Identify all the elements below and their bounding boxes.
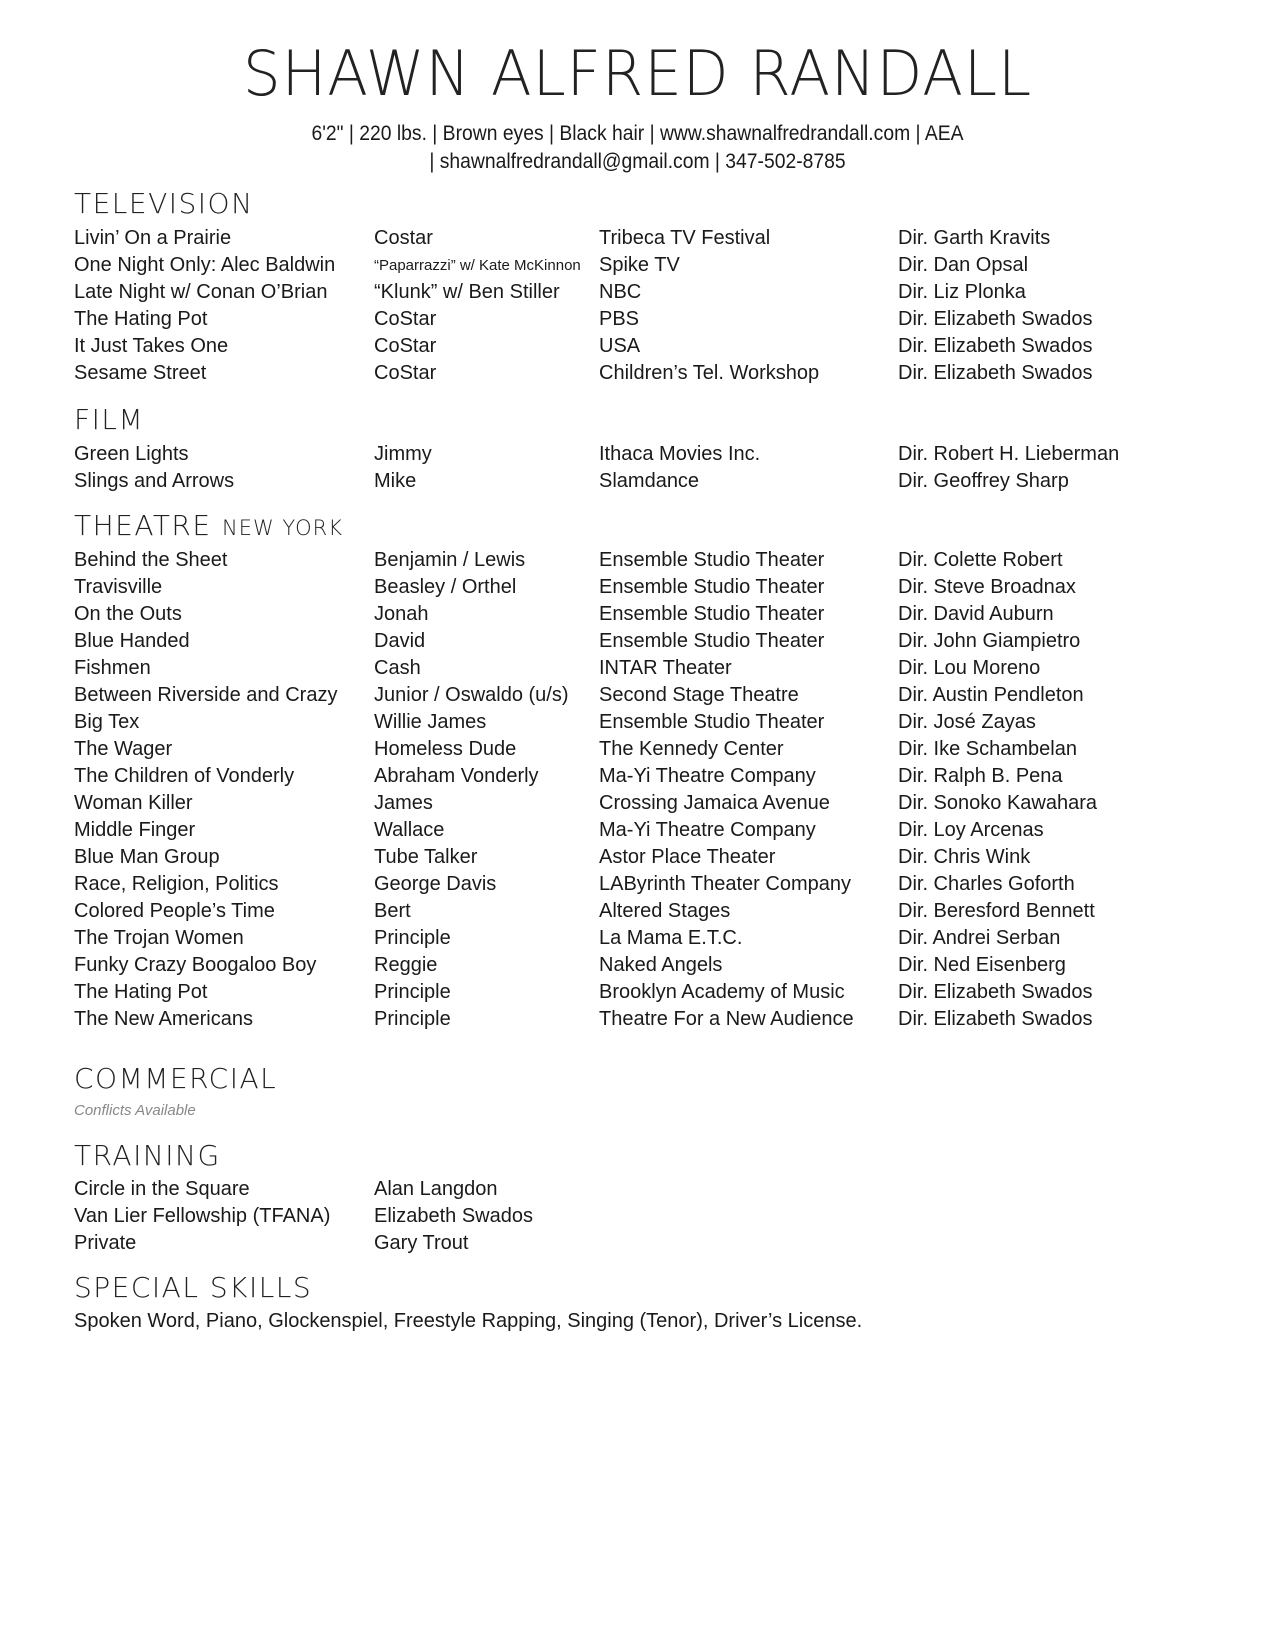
credit-role: Mike	[374, 470, 417, 492]
commercial-note: Conflicts Available	[74, 1102, 196, 1119]
credit-director: Dir. Steve Broadnax	[898, 576, 1076, 598]
credit-row	[0, 817, 1275, 844]
credit-director: Dir. Elizabeth Swados	[898, 308, 1093, 330]
credit-row	[0, 1006, 1275, 1033]
credit-role: Principle	[374, 927, 451, 949]
credit-director: Dir. Dan Opsal	[898, 254, 1029, 276]
credit-director: Dir. Elizabeth Swados	[898, 981, 1093, 1003]
credit-role: Cash	[374, 657, 421, 679]
credit-director: Dir. Beresford Bennett	[898, 900, 1095, 922]
credit-role: Costar	[374, 227, 433, 249]
credit-title: Race, Religion, Politics	[74, 873, 279, 895]
credit-role: “Klunk” w/ Ben Stiller	[374, 281, 560, 303]
credit-row	[0, 628, 1275, 655]
training-row	[0, 1230, 1275, 1257]
credit-director: Dir. Ned Eisenberg	[898, 954, 1066, 976]
credit-title: The New Americans	[74, 1008, 253, 1030]
credit-venue: Second Stage Theatre	[599, 684, 799, 706]
credit-director: Dir. Chris Wink	[898, 846, 1031, 868]
credit-row	[0, 898, 1275, 925]
credit-row	[0, 925, 1275, 952]
credit-director: Dir. José Zayas	[898, 711, 1036, 733]
credit-role: “Paparrazzi” w/ Kate McKinnon	[374, 257, 581, 274]
section-heading-film: FILM	[74, 403, 145, 436]
credit-director: Dir. Garth Kravits	[898, 227, 1051, 249]
contact-line-1: 6'2" | 220 lbs. | Brown eyes | Black hair | www.shawnalfredrandall.com | AEA	[311, 122, 964, 145]
credit-venue: La Mama E.T.C.	[599, 927, 743, 949]
credit-venue: Ma-Yi Theatre Company	[599, 765, 816, 787]
credit-title: On the Outs	[74, 603, 182, 625]
credit-venue: Ensemble Studio Theater	[599, 576, 825, 598]
credit-director: Dir. Loy Arcenas	[898, 819, 1044, 841]
credit-row	[0, 844, 1275, 871]
credit-director: Dir. John Giampietro	[898, 630, 1081, 652]
section-heading-television: TELEVISION	[74, 187, 254, 220]
credit-director: Dir. Ike Schambelan	[898, 738, 1077, 760]
credit-role: James	[374, 792, 433, 814]
credit-venue: INTAR Theater	[599, 657, 732, 679]
credit-title: The Wager	[74, 738, 173, 760]
credit-title: It Just Takes One	[74, 335, 229, 357]
credit-venue: NBC	[599, 281, 642, 303]
training-teacher: Alan Langdon	[374, 1178, 498, 1200]
credit-director: Dir. Charles Goforth	[898, 873, 1075, 895]
training-program: Van Lier Fellowship (TFANA)	[74, 1205, 331, 1227]
training-program: Circle in the Square	[74, 1178, 250, 1200]
credit-role: Bert	[374, 900, 411, 922]
credit-role: Willie James	[374, 711, 487, 733]
credit-title: Colored People’s Time	[74, 900, 275, 922]
credit-role: Principle	[374, 981, 451, 1003]
credit-title: Late Night w/ Conan O’Brian	[74, 281, 328, 303]
credit-role: Benjamin / Lewis	[374, 549, 526, 571]
credit-venue: Theatre For a New Audience	[599, 1008, 854, 1030]
credit-role: Reggie	[374, 954, 438, 976]
credit-title: The Hating Pot	[74, 981, 208, 1003]
credit-director: Dir. Andrei Serban	[898, 927, 1061, 949]
credit-role: Homeless Dude	[374, 738, 517, 760]
credit-row	[0, 601, 1275, 628]
credit-venue: Crossing Jamaica Avenue	[599, 792, 830, 814]
credit-role: Principle	[374, 1008, 451, 1030]
credit-row	[0, 468, 1275, 495]
credit-row	[0, 279, 1275, 306]
credit-director: Dir. Geoffrey Sharp	[898, 470, 1069, 492]
special-skills-text: Spoken Word, Piano, Glockenspiel, Freestyle Rapping, Singing (Tenor), Driver’s License.	[74, 1310, 863, 1332]
section-heading-training: TRAINING	[74, 1139, 221, 1172]
credit-director: Dir. Sonoko Kawahara	[898, 792, 1098, 814]
credit-venue: Ensemble Studio Theater	[599, 603, 825, 625]
training-teacher: Gary Trout	[374, 1232, 469, 1254]
credit-director: Dir. Colette Robert	[898, 549, 1063, 571]
credit-row	[0, 360, 1275, 387]
credit-title: Woman Killer	[74, 792, 193, 814]
credit-title: Blue Handed	[74, 630, 190, 652]
credit-title: Between Riverside and Crazy	[74, 684, 338, 706]
credit-role: Junior / Oswaldo (u/s)	[374, 684, 569, 706]
actor-name: SHAWN ALFRED RANDALL	[242, 37, 1033, 110]
theatre-heading-sub: NEW YORK	[222, 516, 343, 540]
credit-title: Middle Finger	[74, 819, 196, 841]
credit-title: The Hating Pot	[74, 308, 208, 330]
credit-title: The Children of Vonderly	[74, 765, 295, 787]
credit-title: Livin’ On a Prairie	[74, 227, 232, 249]
credit-title: Funky Crazy Boogaloo Boy	[74, 954, 317, 976]
credit-row	[0, 441, 1275, 468]
credit-role: CoStar	[374, 308, 437, 330]
credit-title: Behind the Sheet	[74, 549, 228, 571]
credit-director: Dir. Lou Moreno	[898, 657, 1041, 679]
credit-venue: Tribeca TV Festival	[599, 227, 771, 249]
credit-title: Travisville	[74, 576, 163, 598]
training-program: Private	[74, 1232, 137, 1254]
training-row	[0, 1176, 1275, 1203]
credit-venue: Slamdance	[599, 470, 700, 492]
credit-role: CoStar	[374, 335, 437, 357]
credit-venue: Children’s Tel. Workshop	[599, 362, 820, 384]
credit-title: One Night Only: Alec Baldwin	[74, 254, 336, 276]
theatre-heading-main: THEATRE	[74, 509, 212, 542]
credit-director: Dir. Elizabeth Swados	[898, 335, 1093, 357]
credit-row	[0, 979, 1275, 1006]
credit-title: Fishmen	[74, 657, 151, 679]
credit-row	[0, 709, 1275, 736]
training-row	[0, 1203, 1275, 1230]
credit-director: Dir. Austin Pendleton	[898, 684, 1084, 706]
credit-role: Beasley / Orthel	[374, 576, 517, 598]
credit-row	[0, 790, 1275, 817]
credit-row	[0, 655, 1275, 682]
credit-venue: Ithaca Movies Inc.	[599, 443, 761, 465]
credit-venue: Ensemble Studio Theater	[599, 549, 825, 571]
credit-role: CoStar	[374, 362, 437, 384]
credit-venue: USA	[599, 335, 641, 357]
credit-role: Jimmy	[374, 443, 432, 465]
credit-title: Blue Man Group	[74, 846, 220, 868]
credit-director: Dir. Elizabeth Swados	[898, 1008, 1093, 1030]
section-heading-theatre	[74, 509, 343, 545]
credit-role: George Davis	[374, 873, 497, 895]
credit-row	[0, 252, 1275, 279]
credit-director: Dir. Liz Plonka	[898, 281, 1026, 303]
credit-venue: Spike TV	[599, 254, 680, 276]
credit-venue: Altered Stages	[599, 900, 731, 922]
credit-title: Green Lights	[74, 443, 189, 465]
credit-row	[0, 225, 1275, 252]
training-teacher: Elizabeth Swados	[374, 1205, 533, 1227]
credit-title: Big Tex	[74, 711, 140, 733]
credit-director: Dir. Robert H. Lieberman	[898, 443, 1120, 465]
credit-row	[0, 574, 1275, 601]
credit-venue: Ma-Yi Theatre Company	[599, 819, 816, 841]
credit-role: David	[374, 630, 426, 652]
credit-row	[0, 306, 1275, 333]
credit-role: Jonah	[374, 603, 429, 625]
credit-row	[0, 952, 1275, 979]
credit-venue: Ensemble Studio Theater	[599, 711, 825, 733]
section-heading-commercial: COMMERCIAL	[74, 1062, 278, 1095]
credit-venue: Ensemble Studio Theater	[599, 630, 825, 652]
credit-director: Dir. Ralph B. Pena	[898, 765, 1063, 787]
credit-title: Sesame Street	[74, 362, 207, 384]
credit-role: Abraham Vonderly	[374, 765, 539, 787]
credit-venue: LAByrinth Theater Company	[599, 873, 851, 895]
credit-row	[0, 333, 1275, 360]
contact-line-2: | shawnalfredrandall@gmail.com | 347-502-8785	[429, 150, 846, 173]
credit-row	[0, 547, 1275, 574]
credit-venue: The Kennedy Center	[599, 738, 784, 760]
credit-director: Dir. David Auburn	[898, 603, 1054, 625]
credit-role: Wallace	[374, 819, 445, 841]
credit-director: Dir. Elizabeth Swados	[898, 362, 1093, 384]
credit-title: Slings and Arrows	[74, 470, 235, 492]
credit-venue: Brooklyn Academy of Music	[599, 981, 845, 1003]
credit-venue: Astor Place Theater	[599, 846, 776, 868]
credit-venue: PBS	[599, 308, 640, 330]
credit-role: Tube Talker	[374, 846, 478, 868]
credit-row	[0, 736, 1275, 763]
credit-row	[0, 763, 1275, 790]
credit-row	[0, 871, 1275, 898]
section-heading-special-skills: SPECIAL SKILLS	[74, 1271, 313, 1304]
credit-title: The Trojan Women	[74, 927, 244, 949]
credit-row	[0, 682, 1275, 709]
credit-venue: Naked Angels	[599, 954, 723, 976]
